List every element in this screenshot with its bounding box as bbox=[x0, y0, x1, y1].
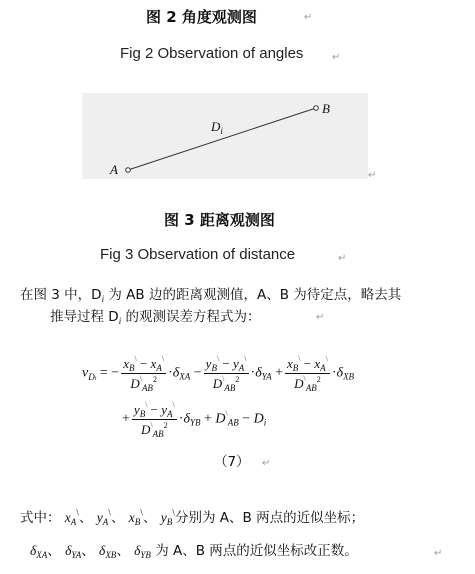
fig2-diagram bbox=[82, 93, 368, 179]
equation-block bbox=[82, 348, 452, 443]
equation-number: （7） bbox=[214, 454, 250, 470]
paragraph-mark: ↵ bbox=[262, 458, 271, 469]
distance-label: $D_i$ bbox=[211, 119, 223, 136]
point-b-marker bbox=[314, 106, 319, 111]
paragraph-mark: ↵ bbox=[316, 312, 325, 323]
fig2-en-title: Fig 2 Observation of angles bbox=[120, 45, 304, 62]
paragraph-mark: ↵ bbox=[368, 170, 377, 181]
point-a-marker bbox=[126, 168, 131, 173]
body-line-2: 推导过程 $D_i$ 的观测误差方程式为： bbox=[50, 309, 261, 326]
equation-line-2: + $\frac{y_B^\backslash - y_A^\backslash}{D^\backslash_{AB}^2}$ $\cdot\delta_{YB} + D^\backslash_{AB} - D_i$ bbox=[122, 400, 267, 439]
body-line-1: 在图 3 中，$D_i$ 为 AB 边的距离观测值，A、B 为待定点，略去其 bbox=[20, 287, 402, 304]
equation-line-1: $v_{Di}$ = − $\frac{x_B^\backslash - x_A^\backslash}{D^\backslash_{AB}^2}$ $\cdot\delta_{XA}$ − $\frac{y_B^\backslash - y_A^\backslash}{D^\backslash_{AB}^2}$ $\cdot\delta_{YA}$ + $\frac{x_B^\backslash - x_A^\backslash}{D^\backslash_{AB}^2}$ $\cdot\delta_{XB}$ bbox=[82, 354, 355, 393]
fig2-cn-title: 图 2 角度观测图 bbox=[146, 8, 257, 26]
paragraph-mark: ↵ bbox=[338, 253, 347, 264]
segment-ab bbox=[128, 108, 316, 170]
paragraph-mark: ↵ bbox=[434, 548, 443, 559]
explanation-line-1: 式中： $x_A^\backslash$、 $y_A^\backslash$、 $x_B^\backslash$、 $y_B^\backslash$分别为 A、B 两点的近似坐标； bbox=[20, 508, 365, 527]
paragraph-mark: ↵ bbox=[304, 12, 313, 23]
fig3-cn-title: 图 3 距离观测图 bbox=[164, 211, 275, 229]
explanation-line-2: $\delta_{XA}$、 $\delta_{YA}$、 $\delta_{XB}$、 $\delta_{YB}$ 为 A、B 两点的近似坐标改正数。 bbox=[30, 543, 358, 560]
point-b-label: B bbox=[322, 101, 330, 116]
fig3-en-title: Fig 3 Observation of distance bbox=[100, 246, 296, 263]
point-a-label: A bbox=[110, 162, 118, 177]
paragraph-mark: ↵ bbox=[332, 52, 341, 63]
